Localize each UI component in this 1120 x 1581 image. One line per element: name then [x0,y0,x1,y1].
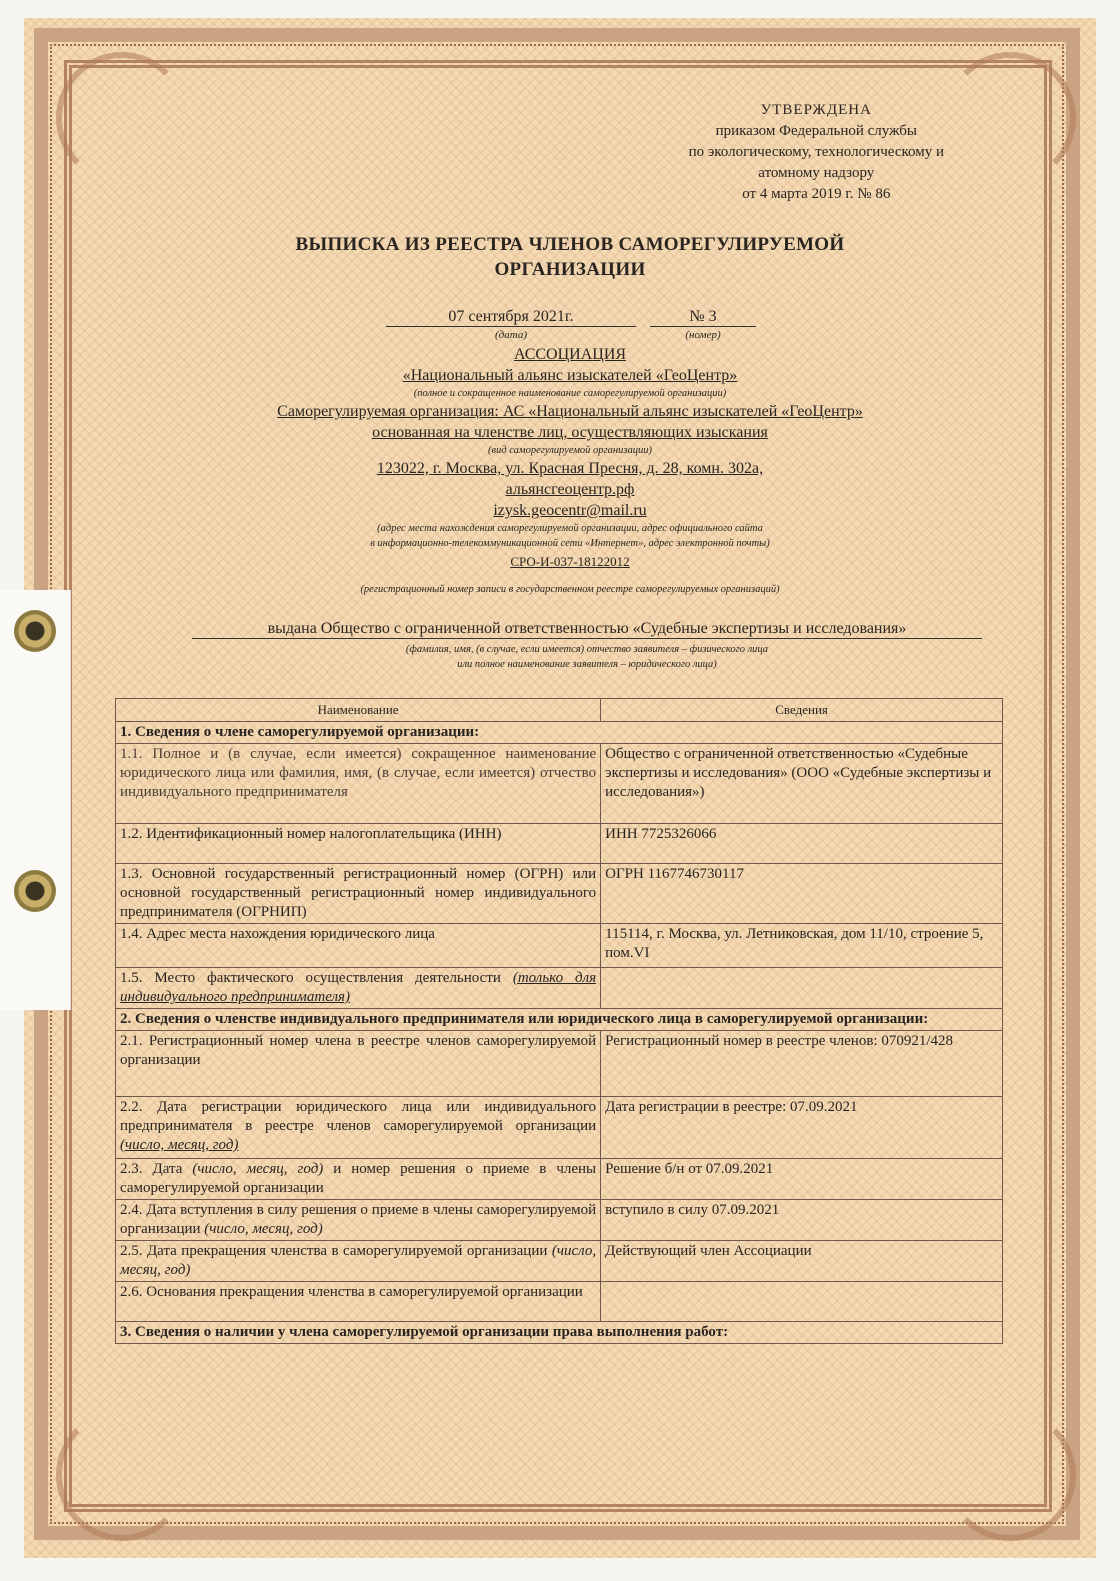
row-value: Дата регистрации в реестре: 07.09.2021 [601,1097,1003,1159]
register-table [115,698,1003,1344]
grommet-icon [14,870,56,912]
org-address: 123022, г. Москва, ул. Красная Пресня, д. 28, комн. 302а, [376,460,764,477]
org-type: АССОЦИАЦИЯ [513,346,627,363]
row-label [116,1159,601,1200]
org-site: альянсгеоцентр.рф [505,481,635,498]
row-label: 1.3. Основной государственный регистрационный номер (ОГРН) или основной государственный регистрационный номер индивидуального предпринимателя (ОГРНИП) [116,864,601,924]
row-value: ИНН 7725326066 [601,824,1003,864]
approval-line: по экологическому, технологическому и [688,144,944,160]
org-basis: основанная на членстве лиц, осуществляющих изыскания [372,424,768,441]
corner-ornament [944,1409,1076,1541]
row-label-italic: (число, месяц, год) [192,1161,324,1177]
row-label-text: 2.3. Дата [120,1161,193,1177]
org-name-caption: (полное и сокращенное наименование саморегулируемой организации) [413,388,727,399]
section-3-title: 3. Сведения о наличии у члена саморегулируемой организации права выполнения работ: [116,1322,1003,1344]
row-label [116,1241,601,1282]
address-caption: в информационно-телекоммуникационной сети «Интернет», адрес электронной почты) [370,538,770,549]
table-header-row [116,699,1003,722]
org-email: izysk.geocentr@mail.ru [493,502,647,519]
title-line: ОРГАНИЗАЦИИ [494,259,646,280]
issue-date: 07 сентября 2021г. [386,308,636,327]
section-2-title: 2. Сведения о членстве индивидуального предпринимателя или юридического лица в саморегулируемой организации: [116,1009,1003,1031]
row-label: 2.1. Регистрационный номер члена в реестре членов саморегулируемой организации [116,1031,601,1097]
row-label-text: 1.5. Место фактического осуществления деятельности [120,970,513,986]
row-value: ОГРН 1167746730117 [601,864,1003,924]
table-row [116,1097,1003,1159]
date-caption: (дата) [495,329,527,341]
section-row [116,1009,1003,1031]
table-row [116,1241,1003,1282]
table-row [116,864,1003,924]
corner-ornament [56,52,188,184]
row-label-text: и номер решения о приеме в члены саморегулируемой организации [120,1161,597,1196]
row-label-italic: (число, месяц, год) [120,1137,239,1153]
row-label [116,1097,601,1159]
row-label: 1.2. Идентификационный номер налогоплательщика (ИНН) [116,824,601,864]
issue-number: № 3 [650,308,756,327]
table-row [116,1159,1003,1200]
table-row [116,924,1003,968]
row-label-italic: (только для индивидуального предпринимателя) [120,970,597,1005]
org-basis-caption: (вид саморегулируемой организации) [488,445,652,456]
sro-reg-number: СРО-И-037-18122012 [510,554,630,569]
row-label [116,968,601,1009]
row-label: 1.4. Адрес места нахождения юридического лица [116,924,601,968]
table-row [116,824,1003,864]
row-label-italic: (число, месяц, год) [204,1221,323,1237]
table-row [116,1282,1003,1322]
org-name: «Национальный альянс изыскателей «ГеоЦентр» [402,367,738,384]
binding-strip [0,590,71,1010]
approval-line: от 4 марта 2019 г. № 86 [742,186,891,202]
organization-block [130,344,1010,597]
row-value: Регистрационный номер в реестре членов: 070921/428 [601,1031,1003,1097]
approval-head: УТВЕРЖДЕНА [760,102,872,118]
row-label-text: 2.5. Дата прекращения членства в саморегулируемой организации [120,1243,552,1259]
row-value [601,968,1003,1009]
approval-line: приказом Федеральной службы [715,123,917,139]
row-label-text: 2.4. Дата вступления в силу решения о приеме в члены саморегулируемой организации [120,1202,597,1237]
corner-ornament [944,52,1076,184]
approval-line: атомному надзору [758,165,875,181]
table-row [116,1200,1003,1241]
row-value: вступило в силу 07.09.2021 [601,1200,1003,1241]
issued-caption [192,642,982,672]
row-value: Решение б/н от 07.09.2021 [601,1159,1003,1200]
section-row [116,1322,1003,1344]
row-value: Действующий член Ассоциации [601,1241,1003,1282]
address-caption: (адрес места нахождения саморегулируемой организации, адрес официального сайта [377,523,763,534]
row-value: 115114, г. Москва, ул. Летниковская, дом 11/10, строение 5, пом.VI [601,924,1003,968]
table-row [116,1031,1003,1097]
grommet-icon [14,610,56,652]
col-name-header: Наименование [116,699,601,722]
section-1-title: 1. Сведения о члене саморегулируемой организации: [116,722,1003,744]
col-info-header: Сведения [601,699,1003,722]
row-label-text: 2.2. Дата регистрации юридического лица или индивидуального предпринимателя в реестре членов саморегулируемой организации [120,1099,597,1134]
approval-stamp [689,100,944,205]
issued-caption-line: (фамилия, имя, (в случае, если имеется) отчество заявителя – физического лица [405,644,769,655]
issued-caption-line: или полное наименование заявителя – юридического лица) [457,659,717,670]
document-title [140,232,1000,282]
table-row [116,744,1003,824]
row-label: 1.1. Полное и (в случае, если имеется) сокращенное наименование юридического лица или фамилия, имя, (в случае, если имеется) отчество индивидуального предпринимателя [116,744,601,824]
row-label [116,1200,601,1241]
date-number-row [130,308,1010,344]
row-label: 2.6. Основания прекращения членства в саморегулируемой организации [116,1282,601,1322]
row-label-italic: (число, месяц, год) [120,1243,597,1278]
issued-to: выдана Общество с ограниченной ответственностью «Судебные экспертизы и исследования» [192,620,982,639]
table-row [116,968,1003,1009]
number-caption: (номер) [685,329,721,341]
row-value: Общество с ограниченной ответственностью «Судебные экспертизы и исследования» (ООО «Судебные экспертизы и исследования») [601,744,1003,824]
row-value [601,1282,1003,1322]
sro-line: Саморегулируемая организация: АС «Национальный альянс изыскателей «ГеоЦентр» [277,403,863,420]
section-row [116,722,1003,744]
corner-ornament [56,1409,188,1541]
reg-caption: (регистрационный номер записи в государственном реестре саморегулируемых организаций) [360,584,780,595]
title-line: ВЫПИСКА ИЗ РЕЕСТРА ЧЛЕНОВ САМОРЕГУЛИРУЕМОЙ [295,234,845,255]
